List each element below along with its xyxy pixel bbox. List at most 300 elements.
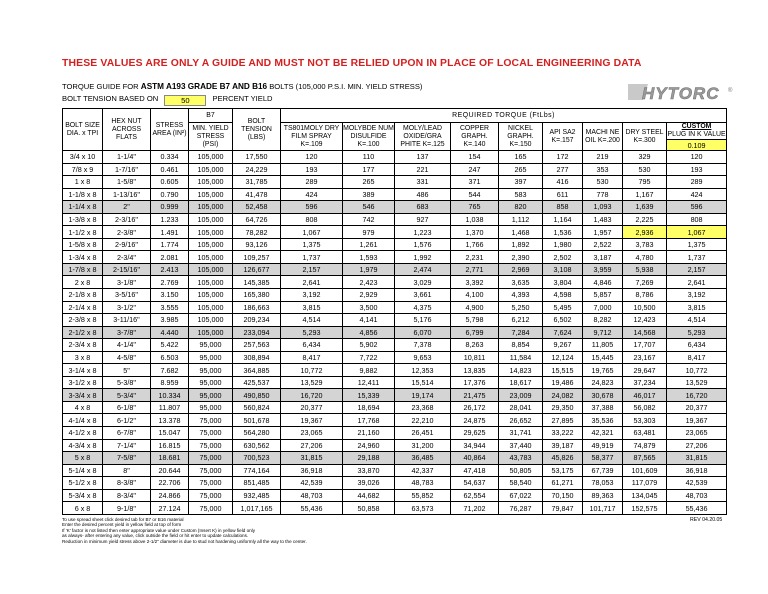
- table-cell: 2,771: [451, 263, 499, 276]
- table-cell: 18,617: [499, 376, 543, 389]
- table-cell: 101,717: [583, 502, 623, 515]
- note-line: To use spread sheet click desired tab for B7 or B16 material: [62, 517, 184, 522]
- col-moly-lead: MOLY/LEAD OXIDE/GRA PHITE K=.125: [395, 123, 451, 151]
- torque-table-body: [63, 151, 727, 515]
- table-cell: 2-1/8 x 8: [63, 289, 103, 302]
- table-cell: 3-1/8": [103, 276, 151, 289]
- table-cell: 5-1/2 x 8: [63, 477, 103, 490]
- torque-table: [62, 108, 727, 515]
- table-cell: 29,647: [623, 364, 667, 377]
- table-cell: 41,478: [233, 188, 281, 201]
- table-cell: 1-13/16": [103, 188, 151, 201]
- col-nickel: NICKEL GRAPH. K=.150: [499, 123, 543, 151]
- table-cell: 79,847: [543, 502, 583, 515]
- table-cell: 265: [343, 176, 395, 189]
- note-line: If 'K' factor is not listed then enter appropriate value under Custom (Insert K) in yellow field only: [62, 527, 256, 533]
- table-cell: 5,495: [543, 301, 583, 314]
- table-cell: 37,234: [623, 376, 667, 389]
- table-row: [63, 188, 727, 201]
- table-cell: 5,902: [343, 339, 395, 352]
- table-row: [63, 339, 727, 352]
- table-cell: 19,367: [667, 414, 727, 427]
- table-cell: 1,468: [499, 226, 543, 239]
- table-cell: 24,823: [583, 376, 623, 389]
- table-cell: 1.233: [151, 213, 189, 226]
- table-cell: 6,070: [395, 326, 451, 339]
- table-cell: 36,918: [281, 464, 343, 477]
- table-cell: 8-3/4": [103, 489, 151, 502]
- table-cell: 1-7/16": [103, 163, 151, 176]
- table-cell: 4,900: [451, 301, 499, 314]
- table-cell: 7,000: [583, 301, 623, 314]
- table-cell: 45,826: [543, 452, 583, 465]
- table-cell: 546: [343, 201, 395, 214]
- table-cell: 16,720: [667, 389, 727, 402]
- table-cell: 17,707: [623, 339, 667, 352]
- table-cell: 1,093: [583, 201, 623, 214]
- table-row: [63, 176, 727, 189]
- col-api-sa2: API SA2 K=.157: [543, 123, 583, 151]
- table-cell: 331: [395, 176, 451, 189]
- table-row: [63, 326, 727, 339]
- table-cell: 2-3/8": [103, 226, 151, 239]
- table-cell: 31,815: [667, 452, 727, 465]
- table-cell: 26,451: [395, 427, 451, 440]
- logo-registered: ®: [728, 88, 733, 94]
- table-cell: 105,000: [189, 251, 233, 264]
- table-cell: 596: [667, 201, 727, 214]
- table-cell: 14,568: [623, 326, 667, 339]
- table-row: [63, 226, 727, 239]
- table-cell: 6-1/8": [103, 401, 151, 414]
- table-cell: 4,393: [499, 289, 543, 302]
- table-cell: 21,475: [451, 389, 499, 402]
- table-cell: 78,053: [583, 477, 623, 490]
- note-line: Reduction in minimum yield stress above 2-1/2" diameter is due to stud not hardening uniformly all the way to the center.: [62, 538, 307, 544]
- table-cell: 35,536: [583, 414, 623, 427]
- table-cell: 6.503: [151, 351, 189, 364]
- table-cell: 1,067: [281, 226, 343, 239]
- table-cell: 95,000: [189, 364, 233, 377]
- table-cell: 5,938: [623, 263, 667, 276]
- table-cell: 17,768: [343, 414, 395, 427]
- table-cell: 117,079: [623, 477, 667, 490]
- table-cell: 1,223: [395, 226, 451, 239]
- table-row: [63, 452, 727, 465]
- table-cell: 95,000: [189, 351, 233, 364]
- col-hex-nut: HEX NUT ACROSS FLATS: [103, 109, 151, 151]
- table-cell: 5 x 8: [63, 452, 103, 465]
- table-cell: 233,094: [233, 326, 281, 339]
- table-cell: 4,514: [281, 314, 343, 327]
- table-cell: 3,815: [667, 301, 727, 314]
- table-cell: 75,000: [189, 464, 233, 477]
- table-cell: 16.815: [151, 439, 189, 452]
- table-cell: 858: [543, 201, 583, 214]
- table-cell: 10,500: [623, 301, 667, 314]
- custom-k-input[interactable]: 0.109: [667, 140, 727, 151]
- table-cell: 75,000: [189, 414, 233, 427]
- table-cell: 15,514: [395, 376, 451, 389]
- table-cell: 9-1/8": [103, 502, 151, 515]
- col-machine-oil: MACHI NE OIL K=.200: [583, 123, 623, 151]
- table-cell: 2,522: [583, 238, 623, 251]
- table-cell: 12,124: [543, 351, 583, 364]
- table-cell: 152,575: [623, 502, 667, 515]
- table-cell: 8,417: [667, 351, 727, 364]
- table-cell: 2-15/16": [103, 263, 151, 276]
- table-cell: 8,854: [499, 339, 543, 352]
- table-row: [63, 163, 727, 176]
- table-row: [63, 251, 727, 264]
- bolt-tension-line: [62, 94, 273, 106]
- table-cell: 8,786: [623, 289, 667, 302]
- col-molybdenum: MOLYBDE NUM DISULFIDE K=.100: [343, 123, 395, 151]
- table-cell: 364,885: [233, 364, 281, 377]
- table-cell: 105,000: [189, 201, 233, 214]
- table-cell: 46,017: [623, 389, 667, 402]
- table-cell: 67,739: [583, 464, 623, 477]
- table-cell: 765: [451, 201, 499, 214]
- table-cell: 7.682: [151, 364, 189, 377]
- table-cell: 42,321: [583, 427, 623, 440]
- table-cell: 105,000: [189, 163, 233, 176]
- table-cell: 1,980: [543, 238, 583, 251]
- table-cell: 20,377: [281, 401, 343, 414]
- table-cell: 8.959: [151, 376, 189, 389]
- table-cell: 0.461: [151, 163, 189, 176]
- table-cell: 564,280: [233, 427, 281, 440]
- table-cell: 6,434: [667, 339, 727, 352]
- table-cell: 530: [583, 176, 623, 189]
- table-cell: 2.081: [151, 251, 189, 264]
- table-cell: 61,271: [543, 477, 583, 490]
- table-cell: 2,423: [343, 276, 395, 289]
- table-row: [63, 401, 727, 414]
- table-cell: 42,539: [667, 477, 727, 490]
- table-cell: 3.985: [151, 314, 189, 327]
- table-row: [63, 502, 727, 515]
- table-cell: 3 x 8: [63, 351, 103, 364]
- table-cell: 6,212: [499, 314, 543, 327]
- percent-yield-input[interactable]: 50: [164, 95, 206, 106]
- table-cell: 14,823: [499, 364, 543, 377]
- table-cell: 2.413: [151, 263, 189, 276]
- hytorc-logo: [628, 78, 736, 106]
- table-cell: 1,576: [395, 238, 451, 251]
- table-cell: 219: [583, 151, 623, 164]
- table-cell: 75,000: [189, 502, 233, 515]
- table-cell: 30,678: [583, 389, 623, 402]
- table-cell: 22.706: [151, 477, 189, 490]
- table-cell: 530: [623, 163, 667, 176]
- table-cell: 0.999: [151, 201, 189, 214]
- table-cell: 0.334: [151, 151, 189, 164]
- table-cell: 50,805: [499, 464, 543, 477]
- table-cell: 2,502: [543, 251, 583, 264]
- table-cell: 2,157: [281, 263, 343, 276]
- table-cell: 1-1/4": [103, 151, 151, 164]
- table-row: [63, 489, 727, 502]
- table-cell: 18,694: [343, 401, 395, 414]
- table-cell: 5,176: [395, 314, 451, 327]
- table-cell: 2,929: [343, 289, 395, 302]
- table-row: [63, 263, 727, 276]
- table-cell: 1,112: [499, 213, 543, 226]
- table-cell: 33,222: [543, 427, 583, 440]
- table-cell: 186,663: [233, 301, 281, 314]
- table-cell: 5,798: [451, 314, 499, 327]
- table-cell: 172: [543, 151, 583, 164]
- table-cell: 1-1/2 x 8: [63, 226, 103, 239]
- table-cell: 1,167: [623, 188, 667, 201]
- table-cell: 742: [343, 213, 395, 226]
- table-cell: 58,377: [583, 452, 623, 465]
- table-cell: 700,523: [233, 452, 281, 465]
- table-cell: 3,804: [543, 276, 583, 289]
- table-cell: 78,282: [233, 226, 281, 239]
- table-cell: 416: [543, 176, 583, 189]
- table-cell: 56,082: [623, 401, 667, 414]
- table-cell: 28,041: [499, 401, 543, 414]
- table-cell: 71,202: [451, 502, 499, 515]
- table-cell: 16,720: [281, 389, 343, 402]
- table-cell: 39,026: [343, 477, 395, 490]
- table-cell: 39,187: [543, 439, 583, 452]
- table-cell: 27,206: [281, 439, 343, 452]
- table-cell: 3,815: [281, 301, 343, 314]
- table-cell: 20.644: [151, 464, 189, 477]
- table-cell: 7,722: [343, 351, 395, 364]
- table-row: [63, 238, 727, 251]
- table-cell: 75,000: [189, 427, 233, 440]
- table-row: [63, 414, 727, 427]
- table-cell: 23,065: [667, 427, 727, 440]
- table-cell: 1,992: [395, 251, 451, 264]
- table-cell: 105,000: [189, 176, 233, 189]
- table-cell: 40,864: [451, 452, 499, 465]
- table-cell: 63,573: [395, 502, 451, 515]
- table-cell: 105,000: [189, 301, 233, 314]
- guide-spec: ASTM A193 GRADE B7 AND B16: [140, 82, 268, 91]
- table-cell: 70,150: [543, 489, 583, 502]
- table-cell: 76,287: [499, 502, 543, 515]
- table-cell: 371: [451, 176, 499, 189]
- table-cell: 1,892: [499, 238, 543, 251]
- table-cell: 3,392: [451, 276, 499, 289]
- table-cell: 11,584: [499, 351, 543, 364]
- table-cell: 23,009: [499, 389, 543, 402]
- table-row: [63, 427, 727, 440]
- table-cell: 10,811: [451, 351, 499, 364]
- table-cell: 18.681: [151, 452, 189, 465]
- table-cell: 1,737: [281, 251, 343, 264]
- table-cell: 31,815: [281, 452, 343, 465]
- table-cell: 8-3/8": [103, 477, 151, 490]
- table-cell: 64,726: [233, 213, 281, 226]
- table-cell: 2,157: [667, 263, 727, 276]
- col-custom: [667, 123, 727, 140]
- table-cell: 120: [281, 151, 343, 164]
- table-cell: 62,554: [451, 489, 499, 502]
- table-cell: 3.555: [151, 301, 189, 314]
- table-cell: 49,919: [583, 439, 623, 452]
- table-cell: 31,741: [499, 427, 543, 440]
- b7-label: B7: [189, 109, 233, 123]
- table-cell: 2,641: [667, 276, 727, 289]
- table-cell: 7-5/8": [103, 452, 151, 465]
- table-cell: 1,483: [583, 213, 623, 226]
- table-cell: 55,852: [395, 489, 451, 502]
- table-cell: 927: [395, 213, 451, 226]
- table-cell: 52,458: [233, 201, 281, 214]
- table-cell: 105,000: [189, 326, 233, 339]
- table-cell: 15,445: [583, 351, 623, 364]
- table-cell: 808: [667, 213, 727, 226]
- table-cell: 6,799: [451, 326, 499, 339]
- table-cell: 3,192: [667, 289, 727, 302]
- table-cell: 247: [451, 163, 499, 176]
- table-cell: 209,234: [233, 314, 281, 327]
- table-cell: 2,969: [499, 263, 543, 276]
- usage-notes: [62, 517, 307, 544]
- table-cell: 1-5/8": [103, 176, 151, 189]
- table-cell: 177: [343, 163, 395, 176]
- table-cell: 3,108: [543, 263, 583, 276]
- table-cell: 6,502: [543, 314, 583, 327]
- table-cell: 611: [543, 188, 583, 201]
- table-cell: 4,856: [343, 326, 395, 339]
- table-cell: 1,375: [281, 238, 343, 251]
- table-cell: 29,188: [343, 452, 395, 465]
- table-cell: 3-1/4 x 8: [63, 364, 103, 377]
- table-cell: 3,192: [281, 289, 343, 302]
- table-cell: 154: [451, 151, 499, 164]
- table-cell: 9,882: [343, 364, 395, 377]
- table-cell: 87,565: [623, 452, 667, 465]
- table-cell: 4,846: [583, 276, 623, 289]
- table-cell: 3,959: [583, 263, 623, 276]
- table-cell: 15.047: [151, 427, 189, 440]
- table-cell: 3,661: [395, 289, 451, 302]
- table-cell: 193: [281, 163, 343, 176]
- table-cell: 105,000: [189, 289, 233, 302]
- table-cell: 10.334: [151, 389, 189, 402]
- table-cell: 490,850: [233, 389, 281, 402]
- table-cell: 19,367: [281, 414, 343, 427]
- table-cell: 8,282: [583, 314, 623, 327]
- table-cell: 95,000: [189, 389, 233, 402]
- table-cell: 47,418: [451, 464, 499, 477]
- table-cell: 630,562: [233, 439, 281, 452]
- table-cell: 4-5/8": [103, 351, 151, 364]
- table-cell: 23,368: [395, 401, 451, 414]
- table-cell: 105,000: [189, 226, 233, 239]
- table-cell: 10,772: [667, 364, 727, 377]
- table-cell: 105,000: [189, 188, 233, 201]
- table-cell: 1,164: [543, 213, 583, 226]
- table-cell: 2-1/2 x 8: [63, 326, 103, 339]
- table-cell: 54,637: [451, 477, 499, 490]
- guide-prefix: TORQUE GUIDE FOR: [62, 82, 139, 91]
- table-cell: 3,029: [395, 276, 451, 289]
- note-line: Enter the desired percent yield in yellow field at top of form: [62, 522, 182, 528]
- table-cell: 13,529: [667, 376, 727, 389]
- table-cell: 1-1/8 x 8: [63, 188, 103, 201]
- table-cell: 1,370: [451, 226, 499, 239]
- table-cell: 1,375: [667, 238, 727, 251]
- table-cell: 2.769: [151, 276, 189, 289]
- table-cell: 8,417: [281, 351, 343, 364]
- table-cell: 308,894: [233, 351, 281, 364]
- table-cell: 7,269: [623, 276, 667, 289]
- table-cell: 48,783: [395, 477, 451, 490]
- table-cell: 55,436: [281, 502, 343, 515]
- tension-prefix: BOLT TENSION BASED ON: [62, 94, 159, 103]
- table-cell: 37,388: [583, 401, 623, 414]
- table-cell: 1,957: [583, 226, 623, 239]
- table-cell: 1,979: [343, 263, 395, 276]
- table-cell: 6-1/2": [103, 414, 151, 427]
- table-cell: 2,390: [499, 251, 543, 264]
- table-cell: 5.422: [151, 339, 189, 352]
- table-cell: 932,485: [233, 489, 281, 502]
- table-cell: 2": [103, 201, 151, 214]
- table-cell: 19,486: [543, 376, 583, 389]
- table-cell: 544: [451, 188, 499, 201]
- table-cell: 2,231: [451, 251, 499, 264]
- table-cell: 5-3/4 x 8: [63, 489, 103, 502]
- table-cell: 13.378: [151, 414, 189, 427]
- table-cell: 774,164: [233, 464, 281, 477]
- table-cell: 5,250: [499, 301, 543, 314]
- table-cell: 58,540: [499, 477, 543, 490]
- table-cell: 1-1/4 x 8: [63, 201, 103, 214]
- warning-banner: THESE VALUES ARE ONLY A GUIDE AND MUST NOT BE RELIED UPON IN PLACE OF LOCAL ENGINEERING DATA: [62, 58, 642, 69]
- table-cell: 979: [343, 226, 395, 239]
- table-cell: 3,187: [583, 251, 623, 264]
- table-cell: 24,082: [543, 389, 583, 402]
- table-cell: 137: [395, 151, 451, 164]
- table-cell: 289: [667, 176, 727, 189]
- table-cell: 2-3/4": [103, 251, 151, 264]
- col-bolt-size: BOLT SIZE DIA. x TPI: [63, 109, 103, 151]
- table-cell: 9,712: [583, 326, 623, 339]
- table-cell: 0.790: [151, 188, 189, 201]
- col-min-yield: MIN. YIELD STRESS (PSI): [189, 123, 233, 151]
- table-cell: 34,944: [451, 439, 499, 452]
- table-row: [63, 389, 727, 402]
- required-torque-header: REQUIRED TORQUE (FtLbs): [281, 109, 727, 123]
- table-cell: 7,378: [395, 339, 451, 352]
- table-cell: 1,593: [343, 251, 395, 264]
- table-cell: 6,434: [281, 339, 343, 352]
- table-cell: 3-7/8": [103, 326, 151, 339]
- table-cell: 3,500: [343, 301, 395, 314]
- table-cell: 105,000: [189, 151, 233, 164]
- table-cell: 63,481: [623, 427, 667, 440]
- table-cell: 53,175: [543, 464, 583, 477]
- custom-title: CUSTOM: [681, 123, 712, 130]
- table-cell: 75,000: [189, 489, 233, 502]
- table-row: [63, 213, 727, 226]
- table-cell: 1,038: [451, 213, 499, 226]
- table-row: [63, 289, 727, 302]
- col-bolt-tension: BOLT TENSION (LBS): [233, 109, 281, 151]
- tension-suffix: PERCENT YIELD: [212, 94, 273, 103]
- table-cell: 24,875: [451, 414, 499, 427]
- table-cell: 21,160: [343, 427, 395, 440]
